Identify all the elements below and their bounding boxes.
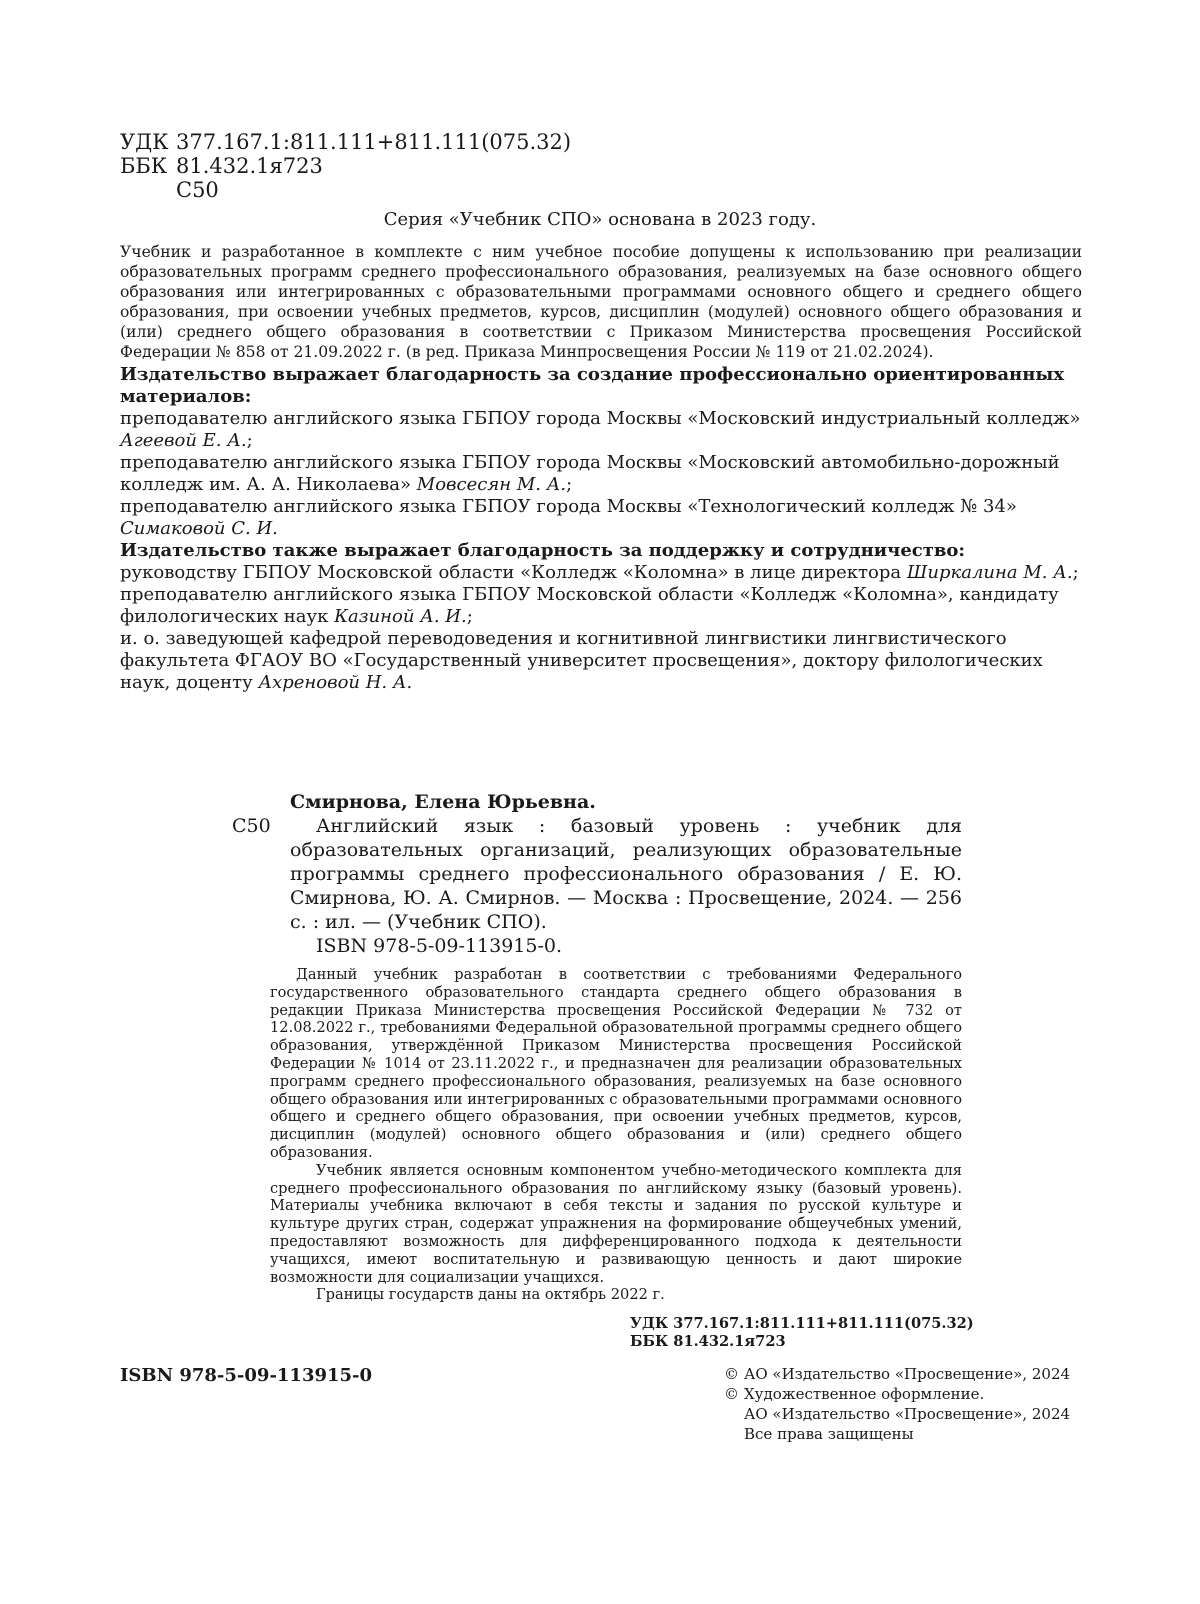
entry-text: руководству ГБПОУ Московской области «Колледж «Коломна» в лице директора — [120, 562, 907, 583]
author-mark: С50 — [176, 178, 219, 202]
card-author-mark: С50 — [232, 815, 271, 837]
copyright-line — [724, 1404, 1070, 1424]
approval-paragraph: Учебник и разработанное в комплекте с ним учебное пособие допущены к использованию при реализации образовательных программ среднего профессионального образования, реализуемых на базе основного общего образования или интегрированных с образовательными программами основного общего и среднего общего образования, при освоении учебных предметов, курсов, дисциплин (модулей) основного общего образования и (или) среднего общего образования в соответствии с Приказом Министерства просвещения Российской Федерации № 858 от 21.09.2022 г. (в ред. Приказа Минпросвещения России № 119 от 21.02.2024). — [120, 243, 1082, 361]
acknowledgement-entry — [120, 496, 1082, 540]
entry-end: ; — [466, 606, 473, 627]
card-author: Смирнова, Елена Юрьевна. — [290, 791, 596, 813]
copyright-symbol: © — [724, 1365, 739, 1383]
acknowledgements-support — [120, 540, 1082, 694]
acknowledgements-materials — [120, 364, 1082, 540]
classification-codes — [120, 130, 571, 202]
copyright-line — [724, 1424, 1070, 1444]
entry-text: преподавателю английского языка ГБПОУ города Москвы «Технологический колледж № 34» — [120, 496, 1017, 517]
entry-name: Ширкалина М. А. — [906, 562, 1073, 583]
support-heading: Издательство также выражает благодарность за поддержку и сотрудничество: — [120, 540, 966, 561]
support-entry — [120, 628, 1082, 694]
copyright-line — [724, 1384, 1070, 1404]
udk-label: УДК — [120, 130, 169, 154]
bbk-label: ББК — [120, 154, 168, 178]
entry-name: Агеевой Е. А. — [120, 430, 247, 451]
bbk-row — [120, 154, 571, 178]
copyright-symbol: © — [724, 1385, 739, 1403]
entry-text: и. о. заведующей кафедрой переводоведения и когнитивной лингвистики лингвистического факультета ФГАОУ ВО «Государственный университет просвещения», доктору филологических наук, доценту — [120, 628, 1043, 693]
entry-text: преподавателю английского языка ГБПОУ города Москвы «Московский индустриальный колледж» — [120, 408, 1081, 429]
copyright-block — [724, 1364, 1070, 1444]
entry-name: Ахреновой Н. А. — [258, 672, 413, 693]
udk-row — [120, 130, 571, 154]
card-classification — [630, 1315, 974, 1351]
card-annotation — [270, 966, 962, 1304]
annotation-paragraph: Учебник является основным компонентом учебно-методического комплекта для среднего профессионального образования по английскому языку (базовый уровень). Материалы учебника включают в себя тексты и задания по русской культуре и культуре других стран, содержат упражнения на формирование общеучебных умений, предоставляют возможность для дифференцированного подхода к деятельности учащихся, имеют воспитательную и развивающую ценность и дают широкие возможности для социализации учащихся. — [270, 1161, 962, 1286]
acknowledgements-heading: Издательство выражает благодарность за создание профессионально ориентированных материалов: — [120, 364, 1065, 407]
card-isbn: ISBN 978-5-09-113915-0. — [316, 935, 563, 957]
author-mark-row — [120, 178, 571, 202]
card-udk: УДК 377.167.1:811.111+811.111(075.32) — [630, 1315, 974, 1332]
entry-name: Мовсесян М. А. — [416, 474, 567, 495]
entry-end: ; — [246, 430, 253, 451]
series-note: Серия «Учебник СПО» основана в 2023 году. — [383, 209, 817, 230]
rights-reserved: Все права защищены — [744, 1425, 914, 1443]
entry-end: ; — [1072, 562, 1079, 583]
copyright-line — [724, 1364, 1070, 1384]
entry-name: Симаковой С. И. — [120, 518, 278, 539]
entry-end: ; — [566, 474, 573, 495]
bbk-value: 81.432.1я723 — [176, 154, 323, 178]
udk-value: 377.167.1:811.111+811.111(075.32) — [176, 130, 572, 154]
annotation-paragraph: Границы государств даны на октябрь 2022 г. — [316, 1286, 665, 1304]
acknowledgement-entry — [120, 452, 1082, 496]
entry-text: преподавателю английского языка ГБПОУ города Москвы «Московский автомобильно-дорожный колледж им. А. А. Николаева» — [120, 452, 1060, 495]
entry-text: преподавателю английского языка ГБПОУ Московской области «Колледж «Коломна», кандидату филологических наук — [120, 584, 1059, 627]
copyright-text: АО «Издательство «Просвещение», 2024 — [744, 1365, 1071, 1383]
annotation-paragraph: Данный учебник разработан в соответствии с требованиями Федерального государственного образовательного стандарта среднего общего образования в редакции Приказа Министерства просвещения Российской Федерации № 732 от 12.08.2022 г., требованиями Федеральной образовательной программы среднего общего образования, утверждённой Приказом Министерства просвещения Российской Федерации № 1014 от 23.11.2022 г., и предназначен для реализации образовательных программ среднего профессионального образования, реализуемых на базе основного общего образования или интегрированных с образовательными программами основного общего и среднего общего образования, при освоении учебных предметов, курсов, дисциплин (модулей) основного общего образования и (или) среднего общего образования. — [270, 966, 962, 1161]
entry-name: Казиной А. И. — [334, 606, 467, 627]
copyright-text: АО «Издательство «Просвещение», 2024 — [744, 1405, 1071, 1423]
card-description: Английский язык : базовый уровень : учебник для образовательных организаций, реализующих образовательные программы среднего профессионального образования / Е. Ю. Смирнова, Ю. А. Смирнов. — Москва : Просвещение, 2024. — 256 с. : ил. — (Учебник СПО). — [290, 815, 962, 933]
support-entry — [120, 584, 1082, 628]
card-bbk: ББК 81.432.1я723 — [630, 1333, 786, 1350]
support-entry — [120, 562, 1082, 584]
isbn: ISBN 978-5-09-113915-0 — [120, 1365, 373, 1386]
copyright-text: Художественное оформление. — [744, 1385, 985, 1403]
acknowledgement-entry — [120, 408, 1082, 452]
